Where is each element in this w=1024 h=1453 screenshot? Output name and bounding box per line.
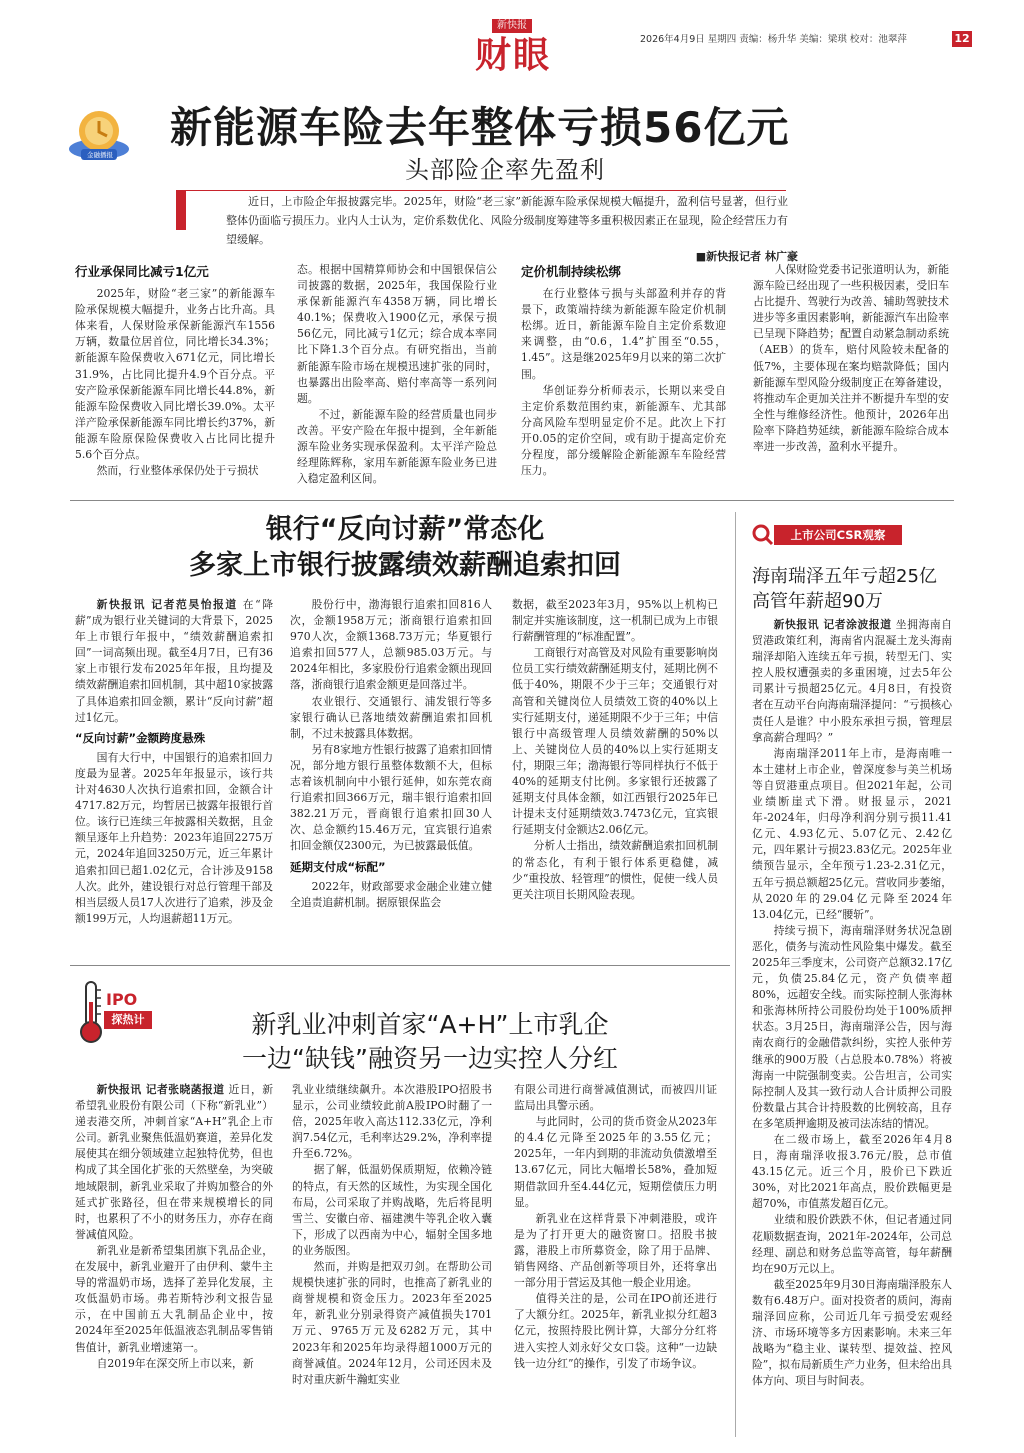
column-divider (735, 512, 736, 1437)
story3-title-line2: 一边“缺钱”融资另一边实控人分红 (242, 1044, 618, 1073)
paragraph: 2022年，财政部要求金融企业建立健全追责追薪机制。据原银保监会 (290, 879, 492, 909)
story3-byline: 新快报讯 记者张晓菡报道 (96, 1083, 225, 1096)
paragraph: 不过，新能源车险的经营质量也同步改善。平安产险在年报中提到，全年新能源车险业务实现承保盈利。太平洋产险总经理陈辉称，家用车新能源车险业务已进入稳定盈利区间。 (297, 407, 497, 486)
masthead-tag: 新快报 (492, 19, 532, 33)
ipo-tag: IPO (106, 990, 138, 1009)
story3-col3 (514, 1082, 717, 1372)
story2-byline: 新快报讯 记者范昊怡报道 (96, 598, 238, 611)
issue-info: 2026年4月9日 星期四 责编：杨升华 美编：梁琪 校对：池翠萍 (640, 34, 907, 45)
paragraph: 态。根据中国精算师协会和中国银保信公司披露的数据，2025年，我国保险行业承保新能源汽车4358万辆，同比增长40.1%；保费收入1900亿元，承保亏损56亿元，同比减亏1亿元；综合成本率同比下降1.3个百分点。有研究指出，当前新能源车险市场在规模迅速扩张的同时，也暴露出出险率高、赔付率高等一系列问题。 (297, 263, 497, 405)
paragraph: 工商银行对高管及对风险有重要影响岗位员工实行绩效薪酬延期支付，延期比例不低于40%，期限不少于三年；交通银行对高管和关键岗位人员绩效工资的40%以上实行延期支付，递延期限不少于三年；中信银行中高级管理人员绩效薪酬的50%以上、关键岗位人员的40%以上实行延期支付，期限三年；渤海银行等同样执行不低于40%的延期支付比例。多家银行还披露了延期支付具体金额，如江西银行2025年已计提未支付延期绩效3.7473亿元，宜宾银行延期支付金额达2.06亿元。 (512, 646, 718, 837)
story3-title-line1: 新乳业冲刺首家“A+H”上市乳企 (251, 1010, 609, 1039)
paragraph: 然而，并购是把双刃剑。在帮助公司规模快速扩张的同时，也推高了新乳业的商誉规模和资金压力。2023年至2025年，新乳业分别录得资产减值损失1701万元、9765万元及6282万元，其中2023年和2025年均录得超1000万元的商誉减值。2024年12月，公司还因未及时对重庆新牛瀚虹实业 (292, 1260, 492, 1386)
paragraph: 股份行中，渤海银行追索扣回816人次，金额1958万元；浙商银行追索扣回970人次，金额1368.73万元；华夏银行追索扣回577人，总额985.03万元。与2024年相比，多家股份行追索金额出现回落，浙商银行追索金额更是回落过半。 (290, 598, 492, 692)
paragraph: 另有8家地方性银行披露了追索扣回情况，部分地方银行虽整体数额不大，但标志着该机制向中小银行延伸，如东莞农商行追索扣回366万元，瑞丰银行追索扣回382.21万元，晋商银行追索扣回30人次、总金额约15.46万元，宜宾银行追索扣回金额仅2300元，为已披露最低值。 (290, 742, 492, 853)
paragraph: 在二级市场上，截至2026年4月8日，海南瑞泽收报3.76元/股，总市值43.15亿元。近三个月，股价已下跌近30%，对比2021年高点，股价跌幅更是超70%，市值蒸发超百亿元。 (752, 1133, 952, 1211)
story2-col1-heading: “反向讨薪”金额跨度悬殊 (75, 730, 206, 745)
paragraph: 截至2025年9月30日海南瑞泽股东人数有6.48万户。面对投资者的质问，海南瑞泽回应称，公司近几年亏损受宏观经济、市场环境等多方因素影响。未来三年战略为“稳主业、谋转型、提效益、控风险”，拟布局新质生产力业务，但未给出具体方向、项目与时间表。 (752, 1277, 952, 1388)
paragraph (75, 597, 273, 726)
paragraph: 与此同时，公司的货币资金从2023年的4.4亿元降至2025年的3.55亿元；2025年，一年内到期的非流动负债激增至13.67亿元，同比大幅增长58%，叠加短期借款回升至4.44亿元，短期偿债压力明显。 (514, 1115, 717, 1209)
story3-col1 (75, 1082, 273, 1372)
paragraph: 自2019年在深交所上市以来，新 (96, 1356, 254, 1370)
story2-col1 (75, 597, 273, 927)
paragraph: 持续亏损下，海南瑞泽财务状况急剧恶化，债务与流动性风险集中爆发。截至2025年三季度末，公司资产总额32.17亿元，负债25.84亿元，资产负债率超80%，远超安全线。而实际控制人张海林和张海林所持公司股份均处于100%质押状态。3月25日，海南瑞泽公告，因与海南农商行的金融借款纠纷，实控人张仲芳继承的900万股（占总股本0.78%）将被海南一中院强制变卖。公告坦言，公司实际控制人及其一致行动人合计质押公司股份数量占其合计持股数的比例较高，且存在多笔质押逾期及被司法冻结的情况。 (752, 923, 952, 1130)
page-number: 12 (952, 31, 972, 47)
paragraph: 海南瑞泽2011年上市，是海南唯一本土建材上市企业，曾深度参与美兰机场等自贸港重点项目。但2021年起，公司业绩断崖式下滑。财报显示，2021年-2024年，归母净利润分别亏损11.41亿元、4.93亿元、5.07亿元、2.42亿元，四年累计亏损23.83亿元。2025年业绩预告显示，全年预亏1.23-2.31亿元，五年亏损总额超25亿元。营收同步萎缩，从2020年的29.04亿元降至2024年13.04亿元，已经“腰斩”。 (752, 746, 952, 921)
badge-caption: 金融播报 (87, 151, 113, 159)
section-title: 财眼 (474, 35, 551, 76)
story4-title-line1: 海南瑞泽五年亏超25亿 (752, 566, 937, 587)
divider (70, 965, 730, 966)
paragraph: 农业银行、交通银行、浦发银行等多家银行确认已落地绩效薪酬追索扣回机制，不过未披露具体数据。 (290, 694, 492, 740)
story3-col2 (292, 1082, 492, 1388)
paragraph: 国有大行中，中国银行的追索扣回力度最为显著。2025年年报显示，该行共计对4630人次执行追索扣回，金额合计4717.82万元，均暂居已披露年报银行首位。该行已连续三年披露相关数据，且金额呈逐年上升趋势：2023年追回2275万元，2024年追回3250万元，近三年累计追索扣回已超1.02亿元，合计涉及9158人次。此外，建设银行对总行管理干部及相当层级人员17人次进行了追索，涉及金额199万元，人均退薪超11万元。 (75, 750, 273, 925)
csr-tag: 上市公司CSR观察 (774, 525, 902, 545)
story1-col1-heading: 行业承保同比减亏1亿元 (75, 264, 209, 279)
story2-col3 (512, 597, 718, 903)
paragraph: 新乳业是新希望集团旗下乳品企业，在发展中，新乳业避开了由伊利、蒙牛主导的常温奶市场，选择了差异化发展，主攻低温奶市场。弗若斯特沙利文报告显示，在中国前五大乳制品企业中，按2024年至2025年低温液态乳制品零售销售值计，新乳业增速第一。 (75, 1243, 273, 1354)
story1-col3 (521, 262, 726, 479)
divider (70, 500, 954, 501)
story2-col2-heading: 延期支付成“标配” (290, 859, 386, 874)
story1-col2 (297, 262, 497, 487)
paragraph (752, 617, 952, 746)
story4-byline: 新快报讯 记者涂波报道 (773, 618, 892, 631)
story4-title-line2: 高管年薪超90万 (752, 591, 883, 612)
paragraph: 2025年，财险“老三家”的新能源车险承保规模大幅提升，业务占比升高。具体来看，人保财险承保新能源汽车1556万辆，数量位居首位，同比增长34.3%；新能源车险保费收入671亿元，同比增长31.9%，占比同比提升4.9个百分点。平安产险承保新能源车同比增长44.8%，新能源车险保费收入同比增长39.0%。太平洋产险承保新能源车同比增长约37%，新能源车险原保险保费收入占比同比提升5.6个百分点。 (75, 287, 275, 462)
thermometer-icon (76, 980, 106, 1046)
paragraph-text: 在“降薪”成为银行业关键词的大背景下，2025年上市银行年报中，“绩效薪酬追索扣回”一词高频出现。截至4月7日，已有36家上市银行发布2025年年报，且均提及绩效薪酬追索扣回机制，其中超10家披露了具体追索扣回金额，累计“反向讨薪”超过1亿元。 (75, 598, 274, 724)
paragraph: 新乳业在这样背景下冲刺港股，或许是为了打开更大的融资窗口。招股书披露，港股上市所募资金，除了用于品牌、销售网络、产品创新等项目外，还将拿出一部分用于营运及其他一般企业用途。 (514, 1211, 717, 1290)
paragraph: 据了解，低温奶保质期短，依赖冷链的特点，有天然的区域性，为实现全国化布局，公司采取了并购战略，先后将昆明雪兰、安徽白帝、福建澳牛等乳企收入囊下，形成了以西南为中心，辐射全国多地的业务版图。 (292, 1163, 492, 1257)
paragraph (75, 1082, 273, 1243)
paragraph: 华创证券分析师表示，长期以来受自主定价系数范围约束，新能源车、尤其部分高风险车型明显定价不足。此次上下打开0.05的定价空间，或有助于提高定价充分程度，部分缓解险企新能源车车险经营压力。 (521, 383, 726, 478)
paragraph: 业绩和股价跌跌不休，但记者通过同花顺数据查询，2021年-2024年，公司总经理、副总和财务总监等高管，每年薪酬均在90万元以上。 (752, 1213, 952, 1275)
paragraph-text: 坐拥海南自贸港政策红利，海南省内混凝土龙头海南瑞泽却陷入连续五年亏损，转型无门、实控人股权遭强卖的多重困境，过去5年公司累计亏损超25亿元。4月8日，有投资者在互动平台向海南瑞泽提问：“亏损核心责任人是谁？中小股东承担亏损，管理层拿高薪合理吗？” (752, 618, 952, 744)
paragraph: 然而，行业整体承保仍处于亏损状 (96, 464, 259, 478)
story1-reporter: ■新快报记者 林广豪 (695, 250, 798, 263)
story2-title-line1: 银行“反向讨薪”常态化 (265, 514, 545, 545)
story2-title-line2: 多家上市银行披露绩效薪酬追索扣回 (189, 550, 621, 581)
magnifier-icon (752, 524, 774, 546)
paragraph: 数据，截至2023年3月，95%以上机构已制定并实施该制度，这一机制已成为上市银行薪酬管理的“标准配置”。 (512, 598, 718, 644)
paragraph: 在行业整体亏损与头部盈利并存的背景下，政策端持续为新能源车险定价机制松绑。近日，新能源车险自主定价系数迎来调整，由“0.6，1.4”扩围至“0.55，1.45”。这是继2025年9月以来的第二次扩围。 (521, 287, 726, 381)
story1-lead: 近日，上市险企年报披露完毕。2025年，财险“老三家”新能源车险承保规模大幅提升，盈利信号显著，但行业整体仍面临亏损压力。业内人士认为，定价系数优化、风险分级制度筹建等多重积极因素正在显现，险企经营压力有望缓解。 (226, 195, 788, 246)
paragraph: 分析人士指出，绩效薪酬追索扣回机制的常态化，有利于银行体系更稳健，减少“重投放、轻管理”的惯性，促使一线人员更关注项目长期风险表现。 (512, 839, 718, 901)
paragraph: 人保财险党委书记张道明认为，新能源车险已经出现了一些积极因素，受旧车占比提升、驾驶行为改善、辅助驾驶技术进步等多重因素影响，新能源汽车出险率已呈现下降趋势；配置自动紧急制动系统（AEB）的货车，赔付风险较未配备的低7%，主要体现在案均赔款降低；国内新能源车型风险分级制度正在筹备建设，将推动车企更加关注并不断提升车型的安全性与维修经济性。他预计，2026年出险率下降趋势延续，新能源车险综合成本率进一步改善，盈利水平提升。 (753, 263, 949, 454)
lead-bar (176, 190, 186, 230)
lead-rule (186, 190, 786, 191)
story2-col2 (290, 597, 492, 911)
story4-body (752, 617, 952, 1390)
story1-col1 (75, 262, 275, 479)
paragraph: 有限公司进行商誉减值测试，而被四川证监局出具警示函。 (514, 1083, 717, 1113)
story1-col3-heading: 定价机制持续松绑 (521, 264, 622, 279)
ipo-tag-sub: 探热计 (104, 1011, 152, 1029)
story1-col4 (753, 262, 949, 455)
paragraph: 乳业业绩继续飙升。本次港股IPO招股书显示，公司业绩较此前A股IPO时翻了一倍，2025年收入高达112.33亿元，净利润7.54亿元，毛利率达29.2%，净利率提升至6.72%。 (292, 1083, 492, 1161)
story1-subtitle: 头部险企率先盈利 (405, 156, 605, 184)
paragraph-text: 近日，新希望乳业股份有限公司（下称“新乳业”）递表港交所，冲刺首家“A+H”乳企上市公司。新乳业聚焦低温奶赛道，差异化发展使其在细分领域建立起独特优势，但也构成了其全国化扩张的天然壁垒，为突破地域限制，新乳业采取了并购加整合的外延式扩张路径，但在带来规模增长的同时，也累积了不小的财务压力，亦存在商誉减值风险。 (75, 1083, 273, 1241)
story1-title: 新能源车险去年整体亏损56亿元 (170, 103, 790, 152)
paragraph: 值得关注的是，公司在IPO前还进行了大额分红。2025年，新乳业拟分红超3亿元，按照持股比例计算，大部分分红将进入实控人刘永好父女口袋。这种“一边缺钱一边分红”的操作，引发了市场争议。 (514, 1292, 717, 1370)
